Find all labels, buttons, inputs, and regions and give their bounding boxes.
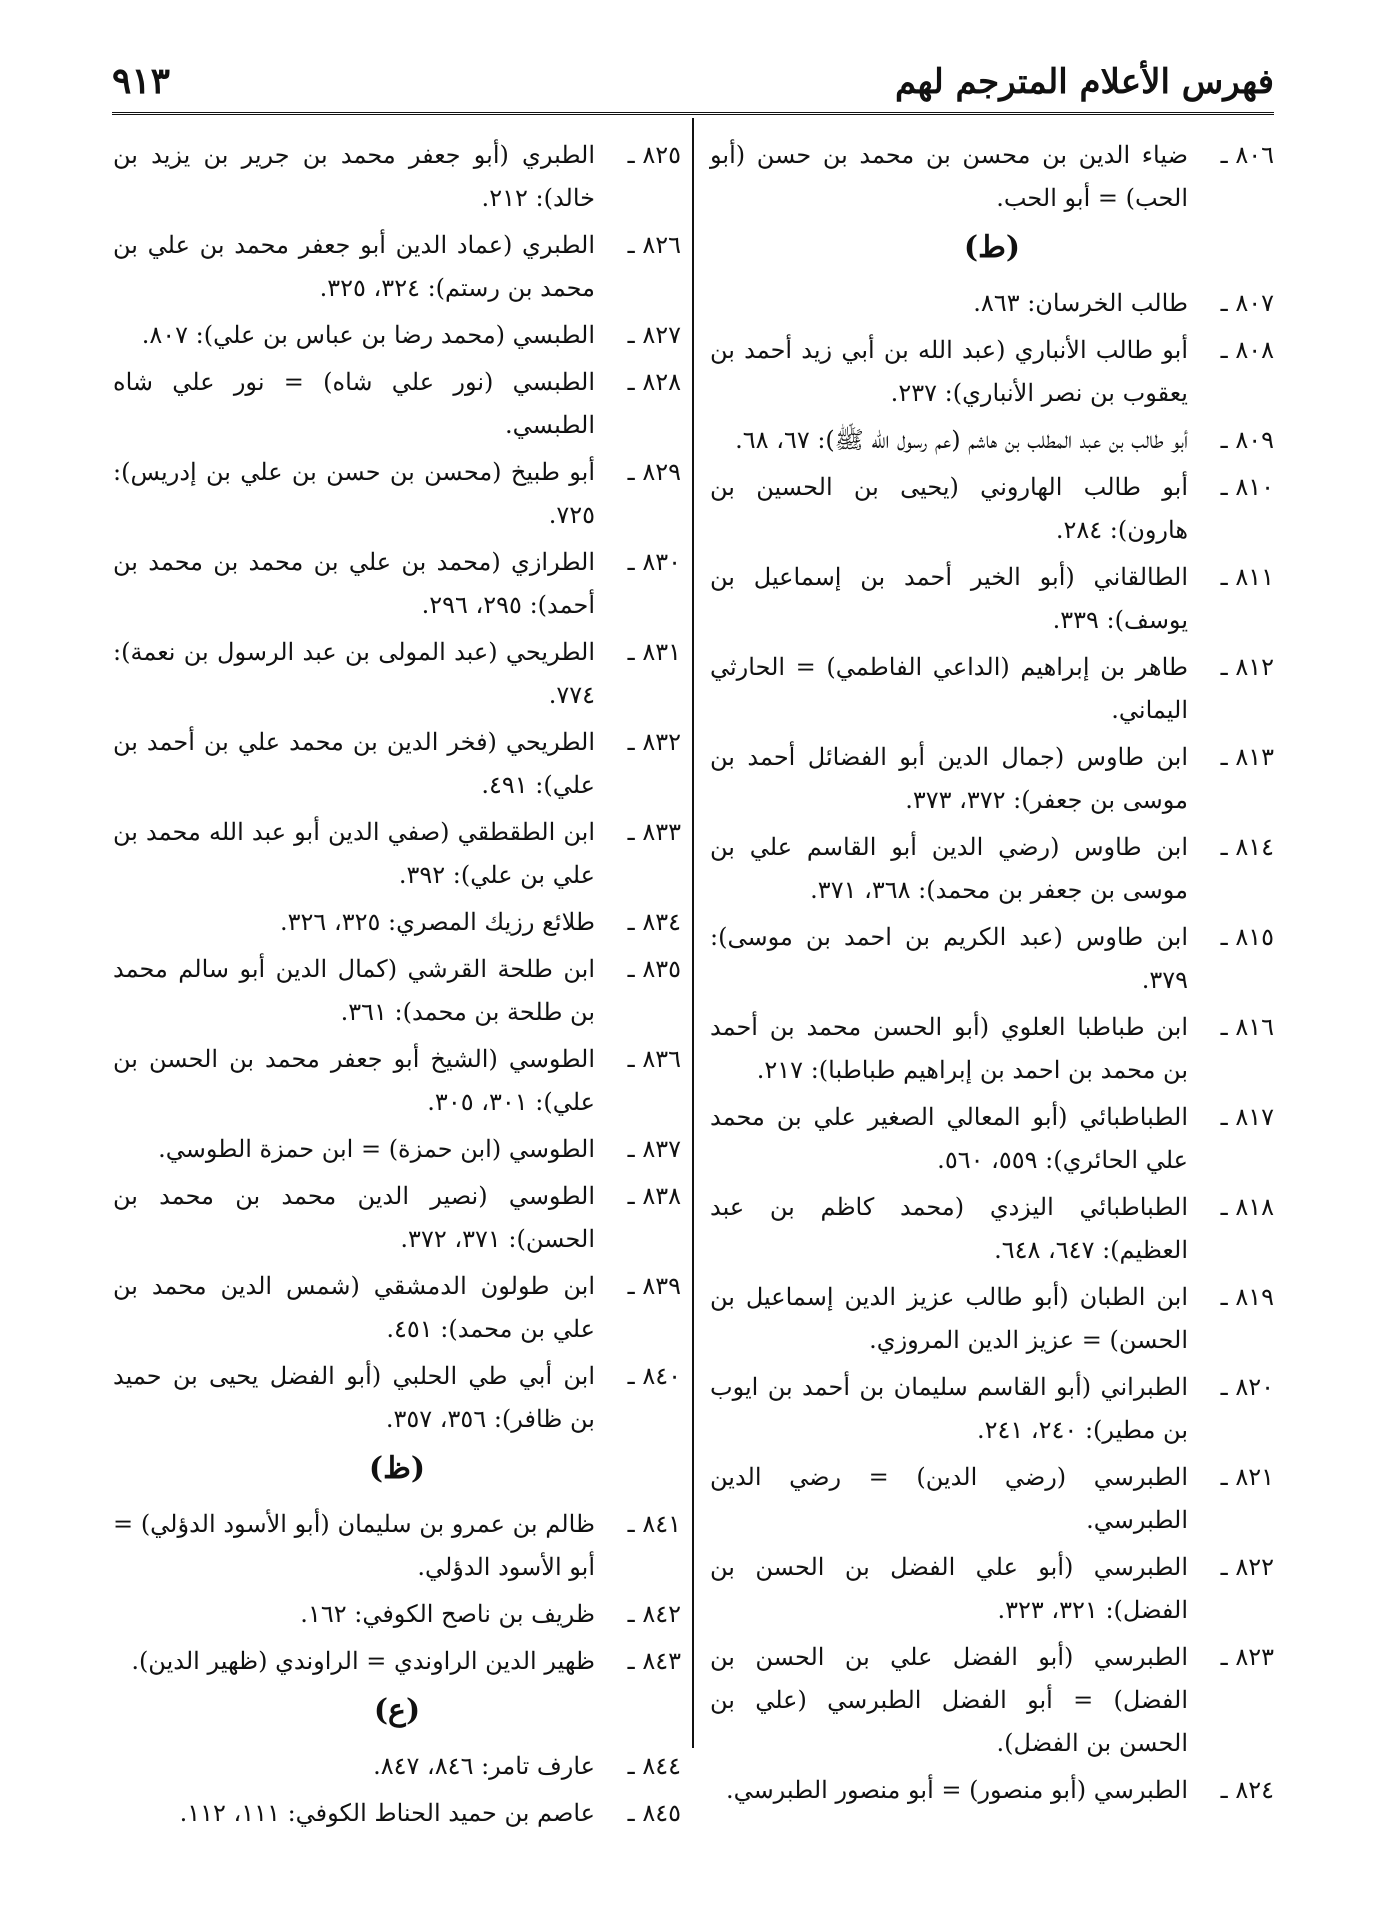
entry-text: ظهير الدين الراوندي = الراوندي (ظهير الدين).: [131, 1647, 595, 1675]
entry-text: الطرازي (محمد بن علي بن محمد بن محمد بن أحمد): ٢٩٥، ٢٩٦.: [113, 548, 595, 619]
index-entry: [710, 419, 1274, 462]
index-entry: [113, 1355, 681, 1441]
entry-text: الطبرسي (أبو الفضل علي بن الحسن بن الفضل) = أبو الفضل الطبرسي (علي بن الحسن بن الفضل).: [710, 1643, 1188, 1757]
index-entry: [710, 1456, 1274, 1542]
entry-number: ٨٢٢ ـ: [1220, 1553, 1274, 1581]
index-entry: [113, 1503, 681, 1589]
entry-text: ابن طباطبا العلوي (أبو الحسن محمد بن أحمد بن محمد بن احمد بن إبراهيم طباطبا): ٢١٧.: [710, 1013, 1188, 1084]
index-entry: [710, 646, 1274, 732]
index-entry: [710, 1006, 1274, 1092]
index-entry: [113, 1175, 681, 1261]
entry-number: ٨١٩ ـ: [1220, 1283, 1274, 1311]
entry-number: ٨٢٣ ـ: [1220, 1643, 1274, 1671]
entry-text: أبو طالب الأنباري (عبد الله بن أبي زيد أحمد بن يعقوب بن نصر الأنباري): ٢٣٧.: [710, 336, 1188, 407]
entry-text: الطبسي (محمد رضا بن عباس بن علي): ٨٠٧.: [141, 321, 595, 349]
entry-text: ابن طاوس (رضي الدين أبو القاسم علي بن موسى بن جعفر بن محمد): ٣٦٨، ٣٧١.: [710, 833, 1188, 904]
entry-text: أبو طالب بن عبد المطلب بن هاشم (عم رسول الله ﷺ): ٦٧، ٦٨.: [735, 426, 1188, 454]
index-entry: [710, 329, 1274, 415]
entry-number: ٨٣٥ ـ: [627, 955, 681, 983]
entry-text: أبو طبيخ (محسن بن حسن بن علي بن إدريس): ٧٢٥.: [113, 458, 595, 529]
section-letter: (ط): [963, 230, 1021, 265]
column-divider: [692, 118, 694, 1748]
entry-number: ٨١٣ ـ: [1220, 743, 1274, 771]
index-entry: [113, 134, 681, 220]
entry-number: ٨٣٩ ـ: [627, 1272, 681, 1300]
index-entry: [710, 736, 1274, 822]
index-entry: [113, 451, 681, 537]
index-entry: [113, 948, 681, 1034]
index-entry: [710, 1636, 1274, 1765]
entry-text: الطوسي (الشيخ أبو جعفر محمد بن الحسن بن علي): ٣٠١، ٣٠٥.: [113, 1045, 595, 1116]
index-entry: [710, 1769, 1274, 1812]
entry-number: ٨٤٢ ـ: [627, 1600, 681, 1628]
entry-text: الطبسي (نور علي شاه) = نور علي شاه الطبسي.: [113, 368, 595, 439]
entry-text: الطريحي (فخر الدين بن محمد علي بن أحمد بن علي): ٤٩١.: [113, 728, 595, 799]
entry-number: ٨١١ ـ: [1220, 563, 1274, 591]
entry-text: ابن الطقطقي (صفي الدين أبو عبد الله محمد بن علي بن علي): ٣٩٢.: [113, 818, 595, 889]
index-entry: [113, 721, 681, 807]
entry-number: ٨٠٨ ـ: [1220, 336, 1274, 364]
entry-text: ابن طاوس (عبد الكريم بن احمد بن موسى): ٣٧٩.: [710, 923, 1188, 994]
entry-text: طالب الخرسان: ٨٦٣.: [973, 289, 1188, 317]
entry-text: الطبرسي (رضي الدين) = رضي الدين الطبرسي.: [710, 1463, 1188, 1534]
entry-number: ٨٢٥ ـ: [627, 141, 681, 169]
entry-number: ٨٠٩ ـ: [1220, 426, 1274, 454]
entry-number: ٨٣٤ ـ: [627, 908, 681, 936]
entry-number: ٨٣٠ ـ: [627, 548, 681, 576]
index-entry: [710, 556, 1274, 642]
entry-text: ابن أبي طي الحلبي (أبو الفضل يحيى بن حميد بن ظافر): ٣٥٦، ٣٥٧.: [113, 1362, 595, 1433]
entry-number: ٨١٦ ـ: [1220, 1013, 1274, 1041]
index-entry: [113, 1265, 681, 1351]
entry-text: ضياء الدين بن محسن بن محمد بن حسن (أبو الحب) = أبو الحب.: [710, 141, 1188, 212]
entry-text: ابن الطبان (أبو طالب عزيز الدين إسماعيل بن الحسن) = عزيز الدين المروزي.: [710, 1283, 1188, 1354]
right-column: [710, 134, 1274, 1816]
index-entry: [710, 826, 1274, 912]
index-entry: [113, 314, 681, 357]
index-entry: [113, 631, 681, 717]
entry-text: ظريف بن ناصح الكوفي: ١٦٢.: [300, 1600, 595, 1628]
entry-number: ٨٣٦ ـ: [627, 1045, 681, 1073]
entry-number: ٨٢٧ ـ: [627, 321, 681, 349]
page-number: ٩١٣: [112, 60, 171, 102]
entry-text: ابن طاوس (جمال الدين أبو الفضائل أحمد بن موسى بن جعفر): ٣٧٢، ٣٧٣.: [710, 743, 1188, 814]
index-entry: [113, 361, 681, 447]
entry-number: ٨١٥ ـ: [1220, 923, 1274, 951]
entry-text: ظالم بن عمرو بن سليمان (أبو الأسود الدؤلي) = أبو الأسود الدؤلي.: [113, 1510, 595, 1581]
entry-number: ٨٤٥ ـ: [627, 1799, 681, 1827]
entry-text: الطبرسي (أبو علي الفضل بن الحسن بن الفضل): ٣٢١، ٣٢٣.: [710, 1553, 1188, 1624]
entry-text: الطباطبائي (أبو المعالي الصغير علي بن محمد علي الحائري): ٥٥٩، ٥٦٠.: [710, 1103, 1188, 1174]
entry-text: طاهر بن إبراهيم (الداعي الفاطمي) = الحارثي اليماني.: [710, 653, 1188, 724]
entry-text: ابن طولون الدمشقي (شمس الدين محمد بن علي بن محمد): ٤٥١.: [113, 1272, 595, 1343]
entry-text: ابن طلحة القرشي (كمال الدين أبو سالم محمد بن طلحة بن محمد): ٣٦١.: [113, 955, 595, 1026]
entry-number: ٨٢٠ ـ: [1220, 1373, 1274, 1401]
entry-text: عارف تامر: ٨٤٦، ٨٤٧.: [373, 1752, 595, 1780]
index-entry: [710, 1186, 1274, 1272]
header-title: فهرس الأعلام المترجم لهم: [895, 62, 1274, 102]
index-entry: [113, 1038, 681, 1124]
entry-number: ٨٣٨ ـ: [627, 1182, 681, 1210]
entry-text: الطريحي (عبد المولى بن عبد الرسول بن نعمة): ٧٧٤.: [113, 638, 595, 709]
index-entry: [113, 224, 681, 310]
index-entry: [710, 1546, 1274, 1632]
index-entry: [710, 916, 1274, 1002]
entry-text: الطبري (عماد الدين أبو جعفر محمد بن علي بن محمد بن رستم): ٣٢٤، ٣٢٥.: [113, 231, 595, 302]
index-entry: [113, 1640, 681, 1683]
index-entry: [710, 466, 1274, 552]
entry-number: ٨٤١ ـ: [627, 1510, 681, 1538]
entry-text: طلائع رزيك المصري: ٣٢٥، ٣٢٦.: [280, 908, 595, 936]
entry-number: ٨٣٣ ـ: [627, 818, 681, 846]
section-letter: (ظ): [368, 1451, 426, 1486]
index-entry: [113, 1593, 681, 1636]
entry-text: عاصم بن حميد الحناط الكوفي: ١١١، ١١٢.: [179, 1799, 595, 1827]
page-header: [112, 56, 1274, 112]
entry-number: ٨١٤ ـ: [1220, 833, 1274, 861]
entry-number: ٨٢٤ ـ: [1220, 1776, 1274, 1804]
entry-number: ٨٠٧ ـ: [1220, 289, 1274, 317]
left-column: [113, 134, 681, 1839]
entry-number: ٨٣١ ـ: [627, 638, 681, 666]
entry-number: ٨٢١ ـ: [1220, 1463, 1274, 1491]
entry-text: الطبراني (أبو القاسم سليمان بن أحمد بن ايوب بن مطير): ٢٤٠، ٢٤١.: [710, 1373, 1188, 1444]
section-letter: (ع): [373, 1693, 421, 1728]
entry-text: الطوسي (ابن حمزة) = ابن حمزة الطوسي.: [158, 1135, 595, 1163]
entry-number: ٨٢٩ ـ: [627, 458, 681, 486]
index-entry: [113, 1128, 681, 1171]
index-entry: [710, 282, 1274, 325]
entry-text: الطالقاني (أبو الخير أحمد بن إسماعيل بن يوسف): ٣٣٩.: [710, 563, 1188, 634]
entry-number: ٨١٢ ـ: [1220, 653, 1274, 681]
entry-number: ٨٢٦ ـ: [627, 231, 681, 259]
index-entry: [113, 1792, 681, 1835]
index-entry: [710, 1276, 1274, 1362]
entry-number: ٨٤٤ ـ: [627, 1752, 681, 1780]
entry-number: ٨٣٢ ـ: [627, 728, 681, 756]
entry-number: ٨١٠ ـ: [1220, 473, 1274, 501]
entry-number: ٨١٧ ـ: [1220, 1103, 1274, 1131]
entry-text: الطباطبائي اليزدي (محمد كاظم بن عبد العظيم): ٦٤٧، ٦٤٨.: [710, 1193, 1188, 1264]
entry-number: ٨٤٠ ـ: [627, 1362, 681, 1390]
index-entry: [113, 811, 681, 897]
entry-text: الطوسي (نصير الدين محمد بن محمد بن الحسن): ٣٧١، ٣٧٢.: [113, 1182, 595, 1253]
entry-text: الطبري (أبو جعفر محمد بن جرير بن يزيد بن خالد): ٢١٢.: [113, 141, 595, 212]
entry-number: ٨٤٣ ـ: [627, 1647, 681, 1675]
entry-number: ٨٣٧ ـ: [627, 1135, 681, 1163]
entry-text: الطبرسي (أبو منصور) = أبو منصور الطبرسي.: [725, 1776, 1188, 1804]
index-entry: [710, 1366, 1274, 1452]
entry-text: أبو طالب الهاروني (يحيى بن الحسين بن هارون): ٢٨٤.: [710, 473, 1188, 544]
index-entry: [113, 541, 681, 627]
index-entry: [113, 1745, 681, 1788]
index-entry: [710, 134, 1274, 220]
entry-number: ٨٠٦ ـ: [1220, 141, 1274, 169]
index-entry: [710, 1096, 1274, 1182]
entry-number: ٨٢٨ ـ: [627, 368, 681, 396]
header-rule: [112, 112, 1274, 115]
index-entry: [113, 901, 681, 944]
entry-number: ٨١٨ ـ: [1220, 1193, 1274, 1221]
